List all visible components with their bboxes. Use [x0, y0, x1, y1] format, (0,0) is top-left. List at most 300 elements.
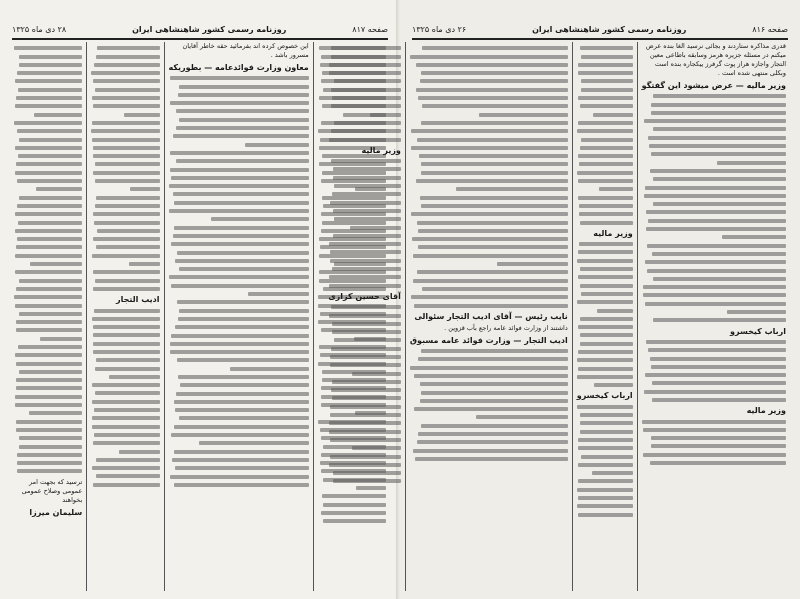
text-line — [577, 375, 633, 379]
text-line — [96, 55, 159, 59]
text-line — [17, 469, 82, 473]
text-line — [421, 171, 568, 175]
text-line — [174, 226, 309, 230]
text-line — [15, 104, 83, 108]
text-line — [333, 479, 401, 483]
text-line — [96, 196, 159, 200]
text-line — [579, 212, 632, 216]
text-line — [170, 151, 309, 155]
text-line — [330, 363, 401, 367]
speaker-heading: سلیمان میرزا — [29, 507, 83, 517]
text-line — [727, 310, 786, 314]
text-line — [19, 312, 82, 316]
text-line — [581, 455, 633, 459]
text-line — [581, 138, 633, 142]
text-line — [17, 461, 82, 465]
text-line — [15, 212, 82, 216]
text-line — [645, 373, 786, 377]
text-line — [578, 446, 633, 450]
text-line — [92, 121, 160, 125]
text-line — [93, 79, 159, 83]
text-line — [16, 328, 82, 332]
text-line — [578, 179, 632, 183]
newspaper-title: روزنامه رسمی کشور شاهنشاهی ایران — [532, 24, 687, 34]
text-line — [176, 109, 308, 113]
text-line — [95, 204, 159, 208]
text-line — [18, 221, 82, 225]
text-line — [647, 269, 786, 273]
text-line — [644, 119, 786, 123]
text-line — [17, 179, 82, 183]
page-header — [12, 22, 388, 40]
text-line — [92, 416, 160, 420]
text-line — [174, 483, 308, 487]
text-line — [16, 378, 82, 382]
text-line — [330, 405, 401, 409]
text-line — [329, 463, 401, 467]
text-line — [413, 449, 568, 453]
text-line — [578, 154, 632, 158]
text-line — [171, 284, 308, 288]
text-line — [173, 234, 309, 238]
text-line — [16, 162, 82, 166]
text-line — [643, 293, 786, 297]
text-line — [410, 55, 568, 59]
text-line — [579, 204, 633, 208]
text-line — [643, 428, 786, 432]
text-line — [330, 259, 401, 263]
text-line — [421, 71, 568, 75]
text-line — [329, 138, 401, 142]
text-line — [580, 104, 633, 108]
text-line — [578, 275, 633, 279]
text-line — [645, 186, 786, 190]
text-line — [419, 154, 568, 158]
text-line — [171, 433, 309, 437]
text-line — [333, 176, 401, 180]
text-line — [93, 154, 160, 158]
text-line — [577, 358, 633, 362]
text-line — [644, 194, 786, 198]
text-line — [15, 229, 82, 233]
text-line — [479, 113, 568, 117]
text-line — [420, 382, 567, 386]
text-line — [179, 85, 309, 89]
text-line — [422, 287, 568, 291]
text-line — [18, 154, 82, 158]
text-line — [422, 104, 567, 108]
text-line — [414, 374, 568, 378]
text-line — [578, 71, 632, 75]
text-line — [96, 458, 159, 462]
text-line — [333, 234, 401, 238]
text-line — [92, 96, 159, 100]
text-line — [334, 121, 401, 125]
text-line — [333, 209, 400, 213]
text-line — [578, 479, 633, 483]
speaker-heading: ارباب کیخسرو — [576, 391, 633, 401]
text-line — [352, 446, 401, 450]
text-line — [91, 129, 159, 133]
text-line — [95, 391, 160, 395]
text-line — [14, 295, 82, 299]
text-line — [16, 320, 82, 324]
text-line — [176, 392, 309, 396]
text-line — [370, 113, 401, 117]
text-line — [19, 279, 82, 283]
text-line — [92, 254, 160, 258]
text-line — [95, 279, 160, 283]
text-line — [352, 372, 401, 376]
text-line — [329, 421, 401, 425]
text-line — [650, 461, 786, 465]
text-column — [637, 42, 790, 591]
text-line — [93, 270, 160, 274]
text-line — [177, 300, 308, 304]
text-line — [16, 362, 82, 366]
text-line — [597, 309, 633, 313]
text-line — [93, 287, 160, 291]
text-line — [413, 279, 567, 283]
text-line — [130, 187, 160, 191]
text-line — [15, 304, 83, 308]
paragraph-text: داشتند از وزارت فوائد عامه راجع بآب قزوین . — [444, 323, 568, 332]
text-line — [15, 353, 82, 357]
text-line — [411, 212, 567, 216]
text-line — [421, 204, 567, 208]
text-line — [230, 367, 309, 371]
text-line — [92, 466, 159, 470]
text-line — [651, 365, 786, 369]
text-line — [651, 103, 786, 107]
text-line — [412, 237, 568, 241]
text-line — [578, 438, 632, 442]
paragraph-text: ترسید که بجهت امر عمومی وصلاح عمومی بخواهند — [21, 477, 83, 504]
text-line — [646, 210, 786, 214]
text-line — [129, 262, 160, 266]
text-line — [411, 295, 568, 299]
text-line — [199, 441, 309, 445]
text-line — [717, 161, 786, 165]
text-line — [645, 302, 786, 306]
page-number: صفحه ۸۱۶ — [752, 24, 788, 34]
text-line — [652, 381, 786, 385]
text-line — [93, 146, 160, 150]
text-line — [331, 88, 401, 92]
text-line — [577, 488, 633, 492]
text-line — [330, 438, 401, 442]
text-line — [176, 126, 309, 130]
text-line — [579, 242, 633, 246]
text-column — [10, 42, 86, 591]
text-line — [329, 284, 401, 288]
text-line — [650, 357, 786, 361]
text-line — [171, 334, 309, 338]
text-line — [580, 221, 633, 225]
text-line — [124, 113, 159, 117]
text-line — [578, 325, 633, 329]
text-line — [179, 416, 309, 420]
text-line — [171, 176, 309, 180]
text-line — [170, 76, 309, 80]
text-line — [16, 287, 82, 291]
text-line — [174, 450, 309, 454]
text-line — [653, 177, 786, 181]
text-line — [332, 267, 400, 271]
text-line — [17, 129, 83, 133]
text-line — [19, 370, 83, 374]
text-line — [418, 229, 568, 233]
text-line — [19, 63, 82, 67]
text-line — [331, 305, 401, 309]
text-line — [421, 162, 567, 166]
text-line — [93, 350, 159, 354]
text-line — [19, 436, 82, 440]
text-line — [416, 88, 568, 92]
text-line — [413, 254, 568, 258]
text-line — [18, 345, 82, 349]
text-line — [411, 146, 568, 150]
text-line — [177, 358, 309, 362]
text-line — [416, 179, 568, 183]
text-line — [179, 309, 309, 313]
text-line — [578, 196, 632, 200]
text-line — [19, 138, 82, 142]
text-column — [405, 42, 572, 591]
text-line — [652, 252, 786, 256]
text-line — [170, 342, 308, 346]
speaker-heading: ارباب کیخسرو — [730, 326, 786, 336]
text-line — [34, 113, 82, 117]
text-line — [96, 245, 160, 249]
text-line — [95, 88, 160, 92]
text-line — [175, 466, 309, 470]
text-line — [178, 375, 308, 379]
text-line — [15, 254, 83, 258]
text-line — [577, 129, 633, 133]
text-line — [578, 250, 633, 254]
text-line — [16, 96, 82, 100]
speaker-heading: ادیب التجار — [116, 295, 160, 305]
text-line — [97, 229, 160, 233]
text-line — [577, 300, 633, 304]
text-line — [350, 226, 401, 230]
text-line — [580, 413, 632, 417]
text-line — [93, 171, 159, 175]
text-line — [96, 474, 159, 478]
text-line — [15, 403, 82, 407]
text-line — [119, 450, 160, 454]
text-line — [581, 88, 633, 92]
text-line — [332, 322, 401, 326]
text-line — [418, 357, 568, 361]
text-line — [331, 347, 401, 351]
text-line — [94, 408, 160, 412]
text-line — [580, 146, 633, 150]
text-line — [93, 237, 159, 241]
text-line — [580, 284, 633, 288]
text-line — [170, 350, 309, 354]
text-line — [329, 314, 401, 318]
text-line — [651, 152, 786, 156]
text-line — [19, 196, 82, 200]
text-line — [93, 483, 160, 487]
text-line — [580, 267, 633, 271]
speaker-heading: وزیر مالیه — عرض میشود این گفتگو — [641, 81, 786, 90]
text-line — [648, 219, 786, 223]
text-line — [95, 179, 160, 183]
text-line — [95, 367, 160, 371]
text-line — [173, 192, 308, 196]
text-line — [176, 159, 309, 163]
text-line — [578, 496, 633, 500]
text-line — [93, 212, 160, 216]
text-line — [15, 395, 82, 399]
text-line — [17, 71, 82, 75]
text-line — [16, 420, 82, 424]
text-line — [580, 342, 633, 346]
text-line — [177, 251, 308, 255]
text-line — [332, 192, 400, 196]
text-line — [14, 46, 82, 50]
text-line — [581, 55, 633, 59]
issue-date: ۲۸ دی ماه ۱۳۲۵ — [12, 24, 67, 34]
text-line — [415, 457, 568, 461]
text-line — [650, 169, 786, 173]
text-line — [579, 162, 633, 166]
text-line — [17, 237, 82, 241]
paragraph-text: این خصوص کرده اند بفرمائید حقه خاطر آقایان مسرور باشد . — [182, 42, 309, 59]
text-line — [92, 400, 159, 404]
text-line — [93, 104, 160, 108]
text-line — [420, 196, 567, 200]
text-line — [92, 138, 159, 142]
text-line — [170, 475, 309, 479]
text-line — [580, 421, 632, 425]
text-line — [36, 187, 83, 191]
text-line — [94, 309, 159, 313]
text-line — [593, 113, 633, 117]
text-line — [722, 235, 786, 239]
text-line — [592, 471, 633, 475]
text-line — [91, 71, 159, 75]
text-line — [330, 413, 401, 417]
text-line — [332, 380, 401, 384]
text-line — [420, 399, 568, 403]
text-line — [653, 127, 786, 131]
text-line — [180, 383, 309, 387]
speaker-heading: وزیر مالیه — [593, 228, 633, 238]
text-line — [170, 101, 308, 105]
text-line — [248, 292, 309, 296]
text-line — [580, 317, 633, 321]
text-line — [421, 424, 567, 428]
text-line — [577, 259, 633, 263]
text-line — [334, 338, 401, 342]
text-line — [17, 453, 82, 457]
text-line — [94, 221, 159, 225]
text-line — [93, 441, 159, 445]
text-line — [648, 136, 786, 140]
text-line — [330, 355, 401, 359]
text-line — [40, 337, 83, 341]
text-line — [414, 407, 568, 411]
text-line — [18, 88, 82, 92]
text-line — [420, 79, 568, 83]
text-line — [19, 445, 82, 449]
text-line — [334, 184, 401, 188]
text-line — [171, 242, 309, 246]
text-line — [331, 388, 401, 392]
text-line — [174, 400, 309, 404]
text-line — [97, 46, 160, 50]
text-line — [330, 201, 401, 205]
paragraph-text: قدری مذاکره ستاردند و بجائی نرسید الغا بنده عرض میکنم در مسئله جزیره هرمز وسابقه باطاعی معین التجار واجازه هراز پوت گرفرز ییکجاره بنده است وبکلی منتهی شده است . — [645, 42, 786, 77]
text-line — [178, 317, 309, 321]
text-line — [331, 55, 401, 59]
text-line — [95, 162, 159, 166]
page-header — [412, 22, 788, 40]
text-line — [30, 262, 82, 266]
text-line — [179, 118, 308, 122]
text-line — [578, 350, 633, 354]
text-line — [15, 270, 82, 274]
text-line — [174, 201, 309, 205]
text-line — [329, 430, 401, 434]
text-line — [416, 63, 567, 67]
newspaper-title: روزنامه رسمی کشور شاهنشاهی ایران — [132, 24, 287, 34]
text-line — [333, 471, 401, 475]
speaker-heading: معاون وزارت فوائدعامه — بطوریکه — [168, 63, 309, 72]
text-line — [456, 187, 568, 191]
text-line — [96, 358, 159, 362]
text-column — [86, 42, 163, 591]
text-line — [329, 71, 401, 75]
text-line — [645, 260, 786, 264]
text-line — [644, 390, 786, 394]
text-line — [175, 259, 308, 263]
speaker-heading: وزیر مالیه — [361, 145, 401, 155]
text-line — [410, 366, 568, 370]
text-line — [174, 425, 309, 429]
text-line — [29, 411, 82, 415]
text-line — [599, 187, 633, 191]
text-line — [417, 270, 568, 274]
text-line — [93, 325, 160, 329]
text-line — [578, 121, 633, 125]
text-line — [418, 96, 567, 100]
text-line — [646, 340, 786, 344]
text-line — [418, 245, 568, 249]
text-line — [16, 386, 82, 390]
text-line — [578, 63, 633, 67]
text-line — [93, 333, 160, 337]
text-line — [497, 262, 568, 266]
text-line — [651, 436, 786, 440]
speaker-heading: آقای حسین کزازی — [328, 291, 401, 301]
speaker-heading: ادیب التجار — وزارت فوائد عامه مسبوق — [409, 335, 568, 345]
text-line — [651, 111, 786, 115]
text-column — [164, 42, 313, 591]
text-line — [651, 444, 787, 448]
text-line — [334, 217, 401, 221]
text-line — [577, 171, 632, 175]
text-line — [173, 134, 309, 138]
text-line — [93, 342, 159, 346]
text-line — [329, 275, 401, 279]
text-line — [245, 143, 309, 147]
text-line — [421, 121, 568, 125]
